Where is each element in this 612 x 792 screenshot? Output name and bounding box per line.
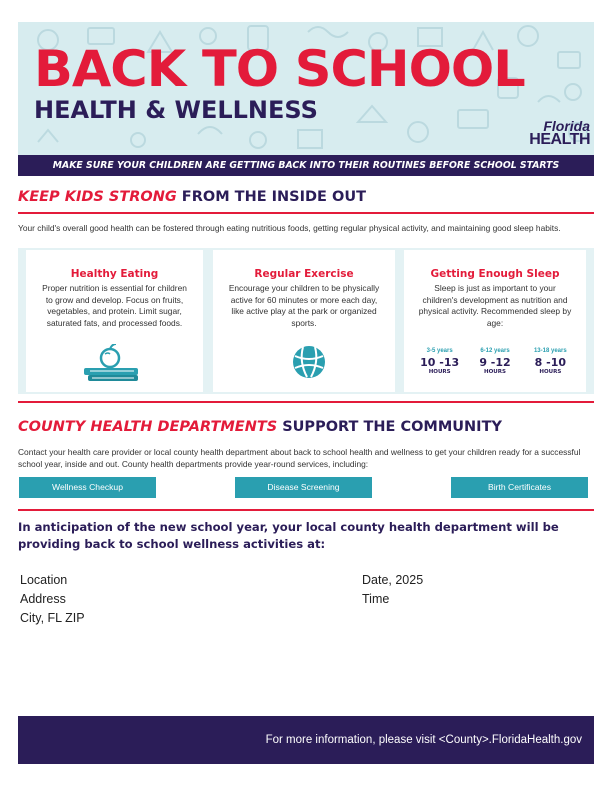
- card-getting-enough-sleep: [404, 250, 586, 392]
- section-divider: [18, 401, 594, 403]
- page-title: BACK TO SCHOOL: [34, 40, 525, 98]
- sleep-hours-value: 8 -10: [534, 356, 566, 369]
- footer-bar: [18, 716, 594, 764]
- event-time-block: [362, 571, 423, 609]
- logo-text-top: Florida: [543, 118, 590, 134]
- section-heading-keep-kids-strong: [18, 190, 366, 205]
- card-title: Getting Enough Sleep: [430, 268, 560, 280]
- county-paragraph: Contact your health care provider or local county health department about back to school health and wellness to get your children ready for a successful school year, inside and out. County health departments provide year-round services, including:: [18, 447, 581, 469]
- page-subtitle: HEALTH & WELLNESS: [34, 96, 318, 124]
- section-divider: [18, 509, 594, 511]
- sleep-age-group: [467, 348, 522, 375]
- event-date: Date, 2025: [362, 573, 424, 587]
- heading-highlight: COUNTY HEALTH DEPARTMENTS: [18, 419, 278, 435]
- card-text: Encourage your children to be physically active for 60 minutes or more each day, like active play at the park or organized sports.: [228, 283, 380, 328]
- tagline-bar: MAKE SURE YOUR CHILDREN ARE GETTING BACK INTO THEIR ROUTINES BEFORE SCHOOL STARTS: [18, 155, 594, 176]
- sleep-hours-unit: HOURS: [484, 369, 506, 375]
- sleep-age-group: [412, 348, 467, 375]
- section-divider: [18, 212, 594, 214]
- heading-rest: SUPPORT THE COMMUNITY: [277, 419, 502, 435]
- footer-website-text: For more information, please visit <County>.FloridaHealth.gov: [265, 734, 582, 746]
- logo-text-bottom: HEALTH: [529, 130, 590, 148]
- sleep-hours-unit: HOURS: [539, 369, 562, 375]
- card-healthy-eating: [26, 250, 203, 392]
- sleep-age-label: 13-18 years: [533, 348, 567, 354]
- sleep-age-label: 6-12 years: [480, 348, 510, 354]
- service-wellness-checkup: Wellness Checkup: [19, 477, 156, 498]
- sleep-age-group: [523, 348, 578, 375]
- event-location: Location: [20, 573, 68, 587]
- card-regular-exercise: [213, 250, 395, 392]
- card-text: Proper nutrition is essential for children to grow and develop. Focus on fruits, vegetables, and protein. Limit sugar, saturated fats, and processed foods.: [42, 283, 187, 328]
- header-banner: [18, 22, 594, 155]
- service-birth-certificates: Birth Certificates: [451, 477, 588, 498]
- sleep-recommendations: [404, 348, 586, 375]
- sleep-age-label: 3-5 years: [426, 348, 453, 354]
- event-time: Time: [362, 592, 390, 606]
- heading-rest: FROM THE INSIDE OUT: [176, 189, 367, 205]
- sleep-hours-unit: HOURS: [428, 369, 451, 375]
- event-announcement: In anticipation of the new school year, your local county health department will be providing back to school wellness activities at:: [18, 520, 559, 551]
- section-heading-county-health: [18, 420, 502, 435]
- intro-paragraph: Your child's overall good health can be fostered through eating nutritious foods, getting regular physical activity, and maintaining good sleep habits.: [18, 223, 561, 233]
- card-text: Sleep is just as important to your children's development as nutrition and physical activity. Recommended sleep by age:: [418, 283, 572, 328]
- service-disease-screening: Disease Screening: [235, 477, 372, 498]
- card-title: Regular Exercise: [254, 268, 354, 280]
- event-location-block: [20, 571, 85, 628]
- apple-books-icon: [80, 344, 144, 384]
- card-title: Healthy Eating: [70, 268, 159, 280]
- event-city: City, FL ZIP: [20, 611, 85, 625]
- sleep-hours-value: 9 -12: [479, 356, 511, 369]
- heading-highlight: KEEP KIDS STRONG: [18, 189, 177, 205]
- sleep-hours-value: 10 -13: [420, 356, 460, 369]
- florida-health-logo: [529, 120, 590, 148]
- event-address: Address: [20, 592, 66, 606]
- ball-icon: [289, 342, 329, 382]
